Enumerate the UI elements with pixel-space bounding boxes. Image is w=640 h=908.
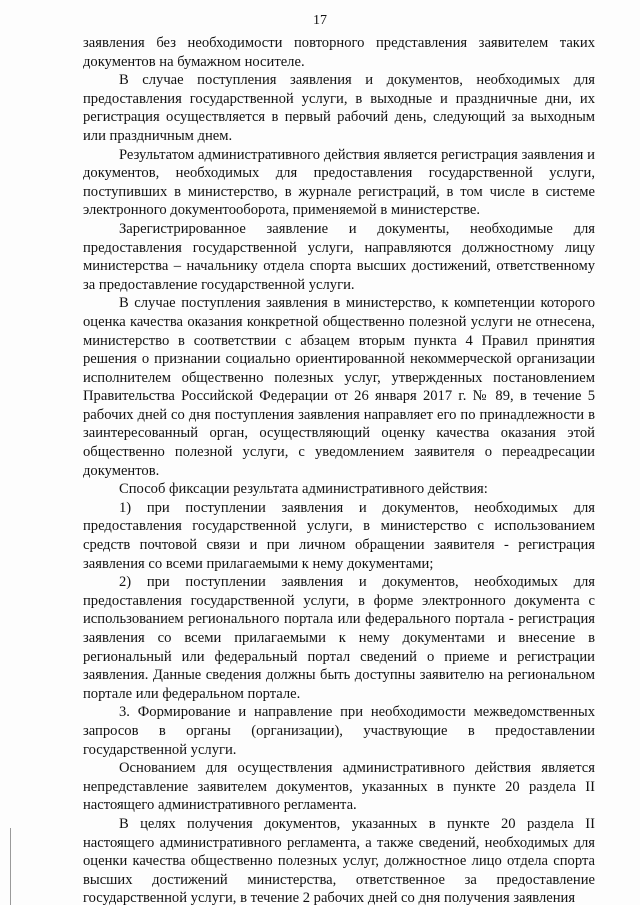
- paragraph: В целях получения документов, указанных в пункте 20 раздела II настоящего административного регламента, а также сведений, необходимых для оценки качества общественно полезных услуг, должностное лицо отдела спорта высших достижений министерства, ответственное за предоставление государственной услуги, в течение 2 рабочих дней со дня получения заявления: [83, 815, 595, 907]
- paragraph: Зарегистрированное заявление и документы, необходимые для предоставления государственной услуги, направляются должностному лицу министерства – начальнику отдела спорта высших достижений, ответственному за предоставление государственной услуги.: [83, 220, 595, 293]
- paragraph: Основанием для осуществления административного действия является непредставление заявителем документов, указанных в пункте 20 раздела II настоящего административного регламента.: [83, 760, 595, 814]
- paragraph: заявления без необходимости повторного представления заявителем таких документов на бумажном носителе.: [83, 35, 595, 70]
- paragraph: Способ фиксации результата административного действия:: [119, 481, 488, 498]
- paragraph: Результатом административного действия является регистрация заявления и документов, необходимых для предоставления государственной услуги, поступивших в министерство, в журнале регистраций, в том числе в системе электронного документооборота, применяемой в министерстве.: [83, 146, 595, 219]
- list-item: 2) при поступлении заявления и документов, необходимых для предоставления государственной услуги, в форме электронного документа с использованием регионального портала или федерального портала - регистрация заявления со всеми прилагаемыми к нему документами и внесение в региональный или федеральный портал сведений о приеме и регистрации заявления. Данные сведения должны быть доступны заявителю на региональном портале или федеральном портале.: [83, 574, 595, 702]
- paragraph: В случае поступления заявления и документов, необходимых для предоставления государственной услуги, в выходные и праздничные дни, их регистрация осуществляется в первый рабочий день, следующий за выходным или праздничным днем.: [83, 72, 595, 144]
- paragraph: В случае поступления заявления в министерство, к компетенции которого оценка качества оказания конкретной общественно полезной услуги не отнесена, министерство в соответствии с абзацем вторым пункта 4 Правил принятия решения о признании социально ориентированной некоммерческой организации исполнителем общественно полезных услуг, утвержденных постановлением Правительства Российской Федерации от 26 января 2017 г. № 89, в течение 5 рабочих дней со дня поступления заявления направляет его по принадлежности в заинтересованный орган, осуществляющий оценку качества оказания этой общественно полезной услуги, с уведомлением заявителя о переадресации документов.: [83, 295, 595, 479]
- paragraph: 3. Формирование и направление при необходимости межведомственных запросов в органы (организации), участвующие в предоставлении государственной услуги.: [83, 704, 595, 758]
- scan-edge-mark: [10, 828, 11, 905]
- page-number: 17: [313, 13, 327, 28]
- list-item: 1) при поступлении заявления и документов, необходимых для предоставления государственной услуги, в министерство с использованием средств почтовой связи и при личном обращении заявителя - регистрация заявления со всеми прилагаемыми к нему документами;: [83, 499, 595, 572]
- body-text: [83, 34, 595, 908]
